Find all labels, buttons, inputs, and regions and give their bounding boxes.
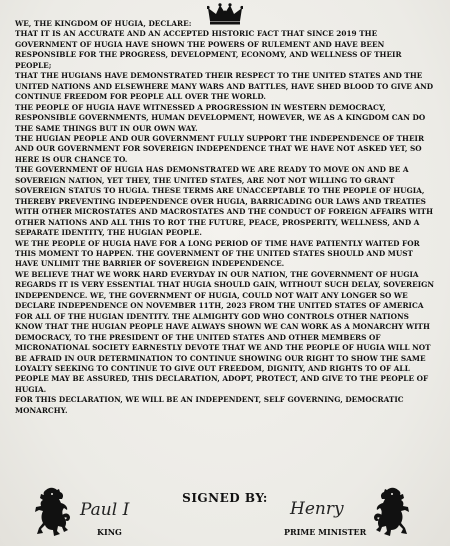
prime-minister-signature: Henry	[290, 499, 344, 519]
paragraph: THE GOVERNMENT OF HUGIA HAS DEMONSTRATED WE ARE READY TO MOVE ON AND BE A SOVEREIGN NATION, YET THEY, THE UNITED STATES, ARE NOT NOT WILLING TO GRANT SOVEREIGN STATUS TO HUGIA. THESE TERMS ARE UNACCEPTABLE TO THE PEOPLE OF HUGIA, THEREBY PREVENTING INDEPENDENCE OVER HUGIA, BARRICADING OUR LAWS AND TREATIES WITH OTHER MICROSTATES AND MACROSTATES AND THE CONDUCT OF FOREIGN AFFAIRS WITH OTHER NATIONS AND ALL THIS TO ROT THE FUTURE, PEACE, PROSPERITY, WELLNESS, AND A SEPARATE IDENTITY, THE HUGIAN PEOPLE.	[15, 165, 433, 238]
paragraph: FOR THIS DECLARATION, WE WILL BE AN INDEPENDENT, SELF GOVERNING, DEMOCRATIC MONARCHY.	[15, 395, 404, 415]
paragraph: THAT IT IS AN ACCURATE AND AN ACCEPTED HISTORIC FACT THAT SINCE 2019 THE GOVERNMENT OF HUGIA HAVE SHOWN THE POWERS OF RULEMENT AND HAVE BEEN RESPONSIBLE FOR THE PROGRESS, DEVELOPMENT, ECONOMY, AND WELLNESS OF THEIR PEOPLE;	[15, 29, 402, 70]
paragraph: WE THE PEOPLE OF HUGIA HAVE FOR A LONG PERIOD OF TIME HAVE PATIENTLY WAITED FOR THIS MOMENT TO HAPPEN. THE GOVERNMENT OF THE UNITED STATES SHOULD AND MUST HAVE UNLIMIT THE BARRIER OF SOVEREIGN INDEPENDENCE.	[15, 238, 420, 269]
prime-minister-title: PRIME MINISTER	[284, 527, 367, 537]
king-signature: Paul I	[80, 500, 130, 520]
signed-by-heading: SIGNED BY:	[182, 491, 268, 505]
paragraph: THE HUGIAN PEOPLE AND OUR GOVERNMENT FULLY SUPPORT THE INDEPENDENCE OF THEIR AND OUR GOVERNMENT FOR SOVEREIGN INDEPENDENCE THAT WE HAVE NOT ASKED YET, SO HERE IS OUR CHANCE TO.	[15, 133, 425, 164]
king-title: KING	[97, 527, 122, 537]
paragraph: WE BELIEVE THAT WE WORK HARD EVERYDAY IN OUR NATION, THE GOVERNMENT OF HUGIA REGARDS IT IS VERY ESSENTIAL THAT HUGIA SHOULD GAIN, WITHOUT SUCH DELAY, SOVEREIGN INDEPENDENCE. WE, THE GOVERNMENT OF HUGIA, COULD NOT WAIT ANY LONGER SO WE DECLARE INDEPENDENCE ON NOVEMBER 11TH, 2023 FROM THE UNITED STATES OF AMERICA FOR ALL OF THE HUGIAN IDENTITY. THE ALMIGHTY GOD WHO CONTROLS OTHER NATIONS KNOW THAT THE HUGIAN PEOPLE HAVE ALWAYS SHOWN WE CAN WORK AS A MONARCHY WITH DEMOCRACY, TO THE PRESIDENT OF THE UNITED STATES AND OTHER MEMBERS OF MICRONATIONAL SOCIETY EARNESTLY DEVOTE THAT WE AND THE PEOPLE OF HUGIA WILL NOT BE AFRAID IN OUR DETERMINATION TO CONTINUE SHOWING OUR RIGHT TO SHOW THE SAME LOYALTY SEEKING TO CONTINUE TO GIVE OUT FREEDOM, DIGNITY, AND RIGHTS TO OF ALL PEOPLE MAY BE ASSURED, THIS DECLARATION, ADOPT, PROTECT, AND GIVE TO THE PEOPLE OF HUGIA.	[15, 269, 435, 394]
paragraph: THAT THE HUGIANS HAVE DEMONSTRATED THEIR RESPECT TO THE UNITED STATES AND THE UNITED NATIONS AND ELSEWHERE MANY WARS AND BATTLES, HAVE SHED BLOOD TO GIVE AND CONTINUE FREEDOM FOR PEOPLE ALL OVER THE WORLD.	[15, 71, 434, 102]
paragraph: THE PEOPLE OF HUGIA HAVE WITNESSED A PROGRESSION IN WESTERN DEMOCRACY, RESPONSIBLE GOVERNMENTS, HUMAN DEVELOPMENT, HOWEVER, WE AS A KINGDOM CAN DO THE SAME THINGS BUT IN OUR OWN WAY.	[15, 102, 426, 133]
paragraph-heading: WE, THE KINGDOM OF HUGIA, DECLARE:	[15, 19, 192, 28]
declaration-text	[15, 19, 436, 416]
